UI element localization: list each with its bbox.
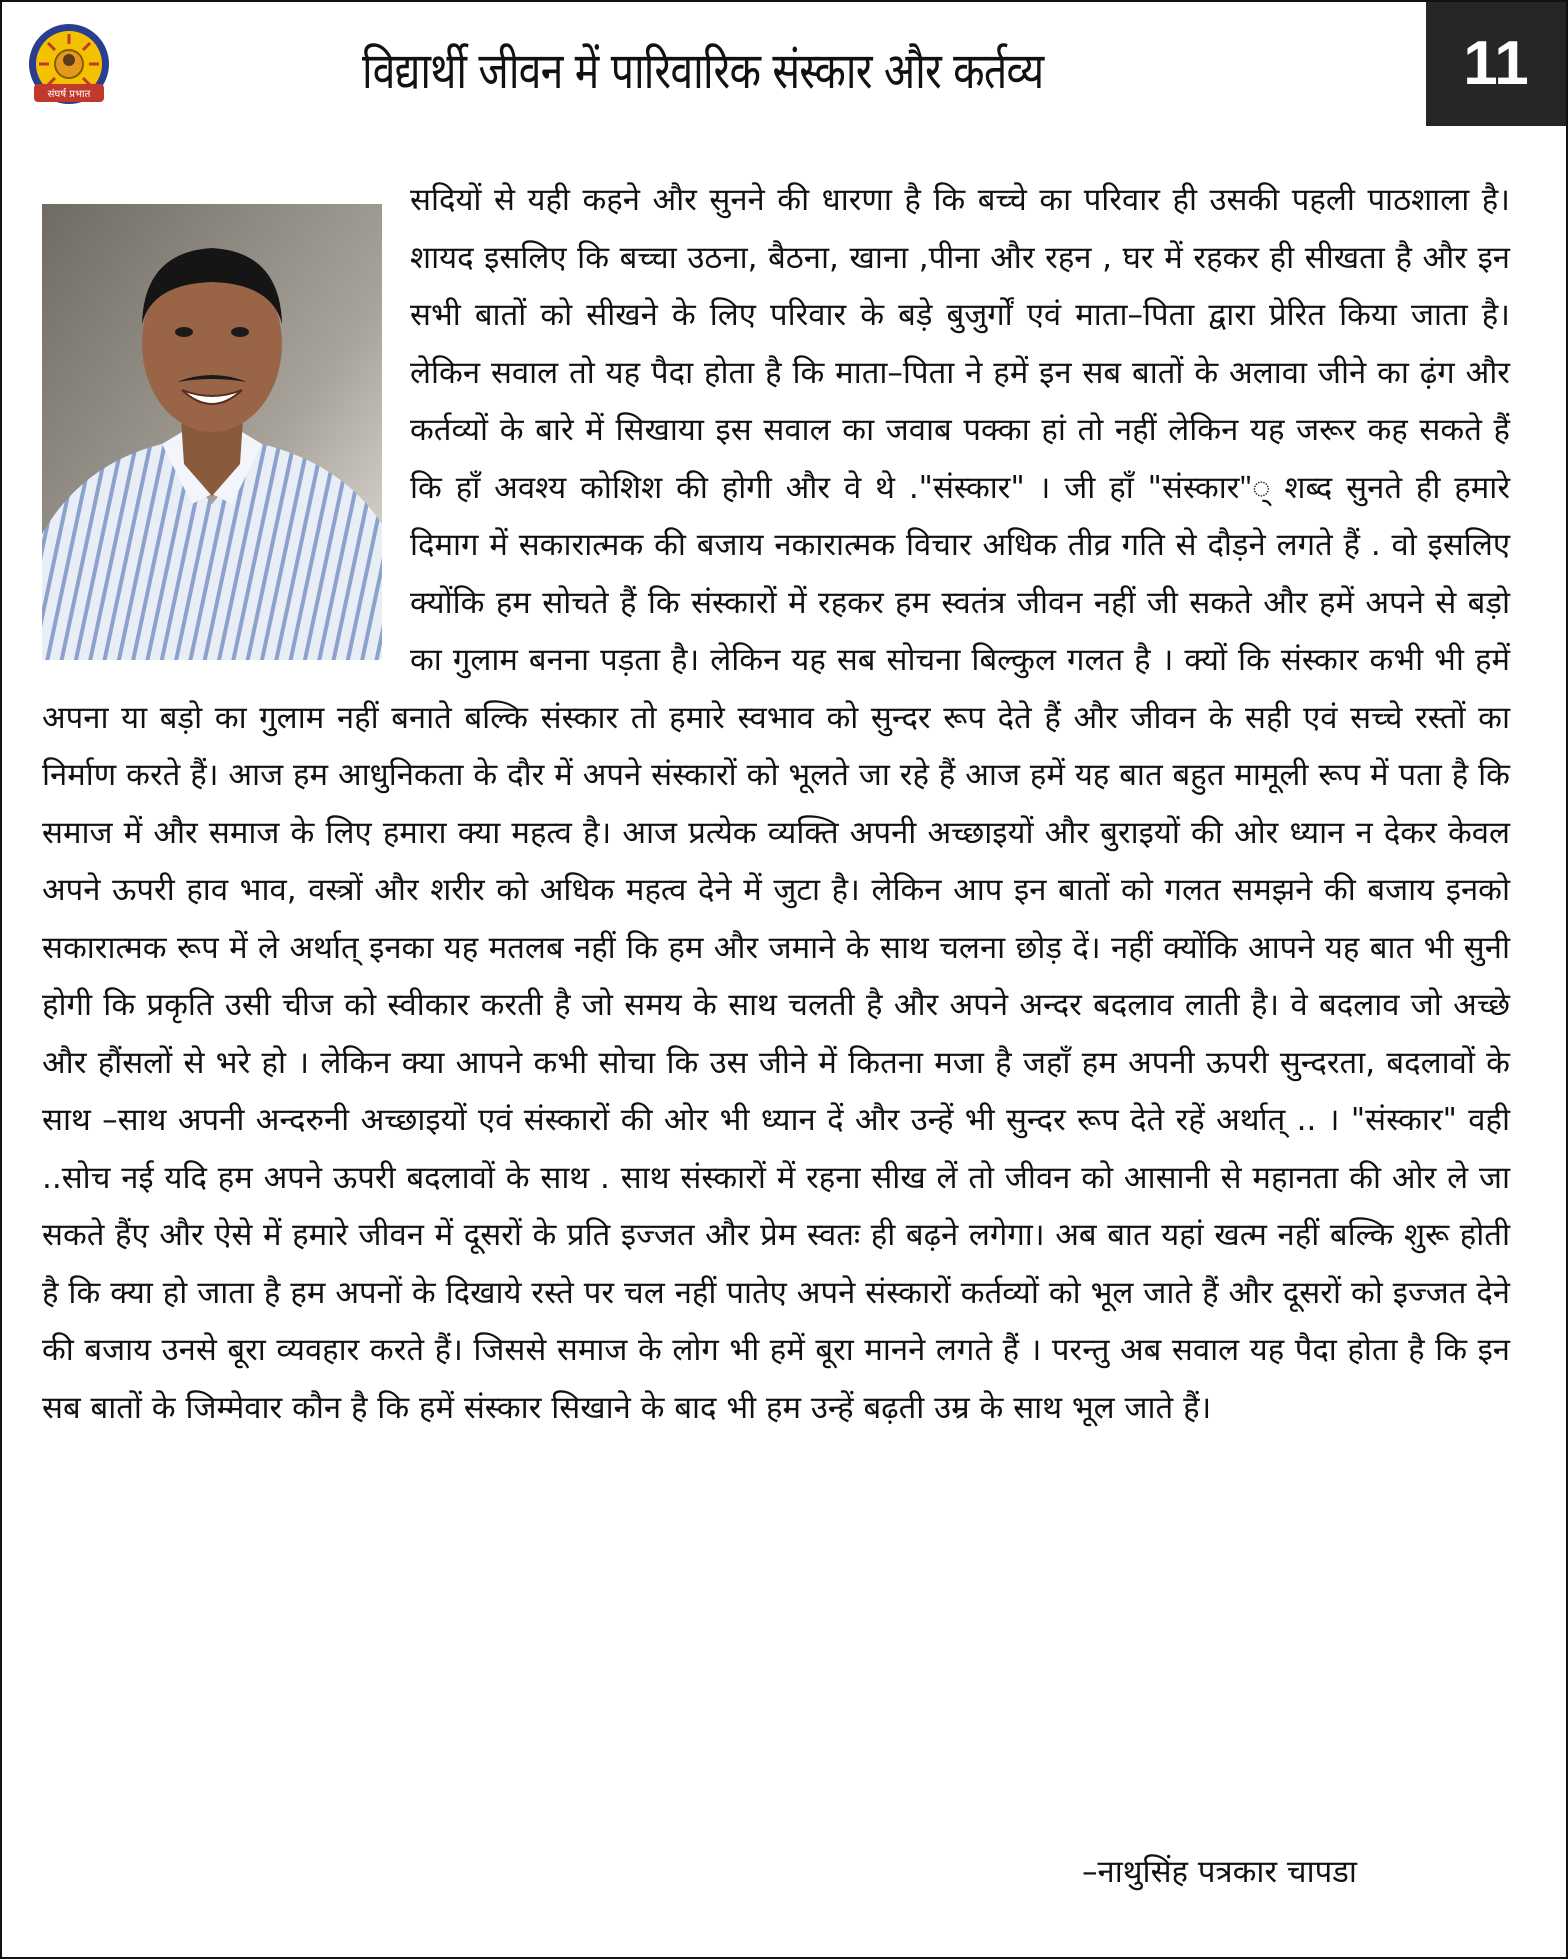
author-byline: –नाथुसिंह पत्रकार चापडा [1082, 1854, 1357, 1890]
page-number: 11 [1426, 2, 1566, 126]
article-title: विद्यार्थी जीवन में पारिवारिक संस्कार और कर्तव्य [362, 42, 1044, 100]
article-body [42, 172, 1510, 1437]
article-text: सदियों से यही कहने और सुनने की धारणा है कि बच्चे का परिवार ही उसकी पहली पाठशाला है। शायद इसलिए कि बच्चा उठना, बैठना, खाना ,पीना और रहन , घर में रहकर ही सीखता है और इन सभी बातों को सीखने के लिए परिवार के बड़े बुजुर्गों एवं माता–पिता द्वारा प्रेरित किया जाता है। लेकिन सवाल तो यह पैदा होता है कि माता–पिता ने हमें इन सब बातों के अलावा जीने का ढ़ंग और कर्तव्यों के बारे में सिखाया इस सवाल का जवाब पक्का हां तो नहीं लेकिन यह जरूर कह सकते हैं कि हाँ अवश्य कोशिश की होगी और वे थे ."संस्कार" । जी हाँ "संस्कार"् शब्द सुनते ही हमारे दिमाग में सकारात्मक की बजाय नकारात्मक विचार अधिक तीव्र गति से दौड़ने लगते हैं . वो इसलिए क्योंकि हम सोचते हैं कि संस्कारों में रहकर हम स्वतंत्र जीवन नहीं जी सकते और हमें अपने से बड़ो का गुलाम बनना पड़ता है। लेकिन यह सब सोचना बिल्कुल गलत है । क्यों कि संस्कार कभी भी हमें अपना या बड़ो का गुलाम नहीं बनाते बल्कि संस्कार तो हमारे स्वभाव को सुन्दर रूप देते हैं और जीवन के सही एवं सच्चे रस्तों का निर्माण करते हैं। आज हम आधुनिकता के दौर में अपने संस्कारों को भूलते जा रहे हैं आज हमें यह बात बहुत मामूली रूप में पता है कि समाज में और समाज के लिए हमारा क्या महत्व है। आज प्रत्येक व्यक्ति अपनी अच्छाइयों और बुराइयों की ओर ध्यान न देकर केवल अपने ऊपरी हाव भाव, वस्त्रों और शरीर को अधिक महत्व देने में जुटा है। लेकिन आप इन बातों को गलत समझने की बजाय इनको सकारात्मक रूप में ले अर्थात् इनका यह मतलब नहीं कि हम और जमाने के साथ चलना छोड़ दें। नहीं क्योंकि आपने यह बात भी सुनी होगी कि प्रकृति उसी चीज को स्वीकार करती है जो समय के साथ चलती है और अपने अन्दर बदलाव लाती है। वे बदलाव जो अच्छे और हौंसलों से भरे हो । लेकिन क्या आपने कभी सोचा कि उस जीने में कितना मजा है जहाँ हम अपनी ऊपरी सुन्दरता, बदलावों के साथ –साथ अपनी अन्दरुनी अच्छाइयों एवं संस्कारों की ओर भी ध्यान दें और उन्हें भी सुन्दर रूप देते रहें अर्थात् .. । "संस्कार" वही ..सोच नई यदि हम अपने ऊपरी बदलावों के साथ . साथ संस्कारों में रहना सीख लें तो जीवन को आसानी से महानता की ओर ले जा सकते हैंए और ऐसे में हमारे जीवन में दूसरों के प्रति इज्जत और प्रेम स्वतः ही बढ़ने लगेगा। अब बात यहां खत्म नहीं बल्कि शुरू होती है कि क्या हो जाता है हम अपनों के दिखाये रस्ते पर चल नहीं पातेए अपने संस्कारों कर्तव्यों को भूल जाते हैं और दूसरों को इज्जत देने की बजाय उनसे बूरा व्यवहार करते हैं। जिससे समाज के लोग भी हमें बूरा मानने लगते हैं । परन्तु अब सवाल यह पैदा होता है कि इन सब बातों के जिम्मेवार कौन है कि हमें संस्कार सिखाने के बाद भी हम उन्हें बढ़ती उम्र के साथ भूल जाते हैं। [42, 182, 1511, 1426]
sun-emblem-logo [22, 20, 116, 114]
photo-wrap-spacer [42, 172, 410, 672]
logo-text: संघर्ष प्रभात [47, 89, 91, 100]
